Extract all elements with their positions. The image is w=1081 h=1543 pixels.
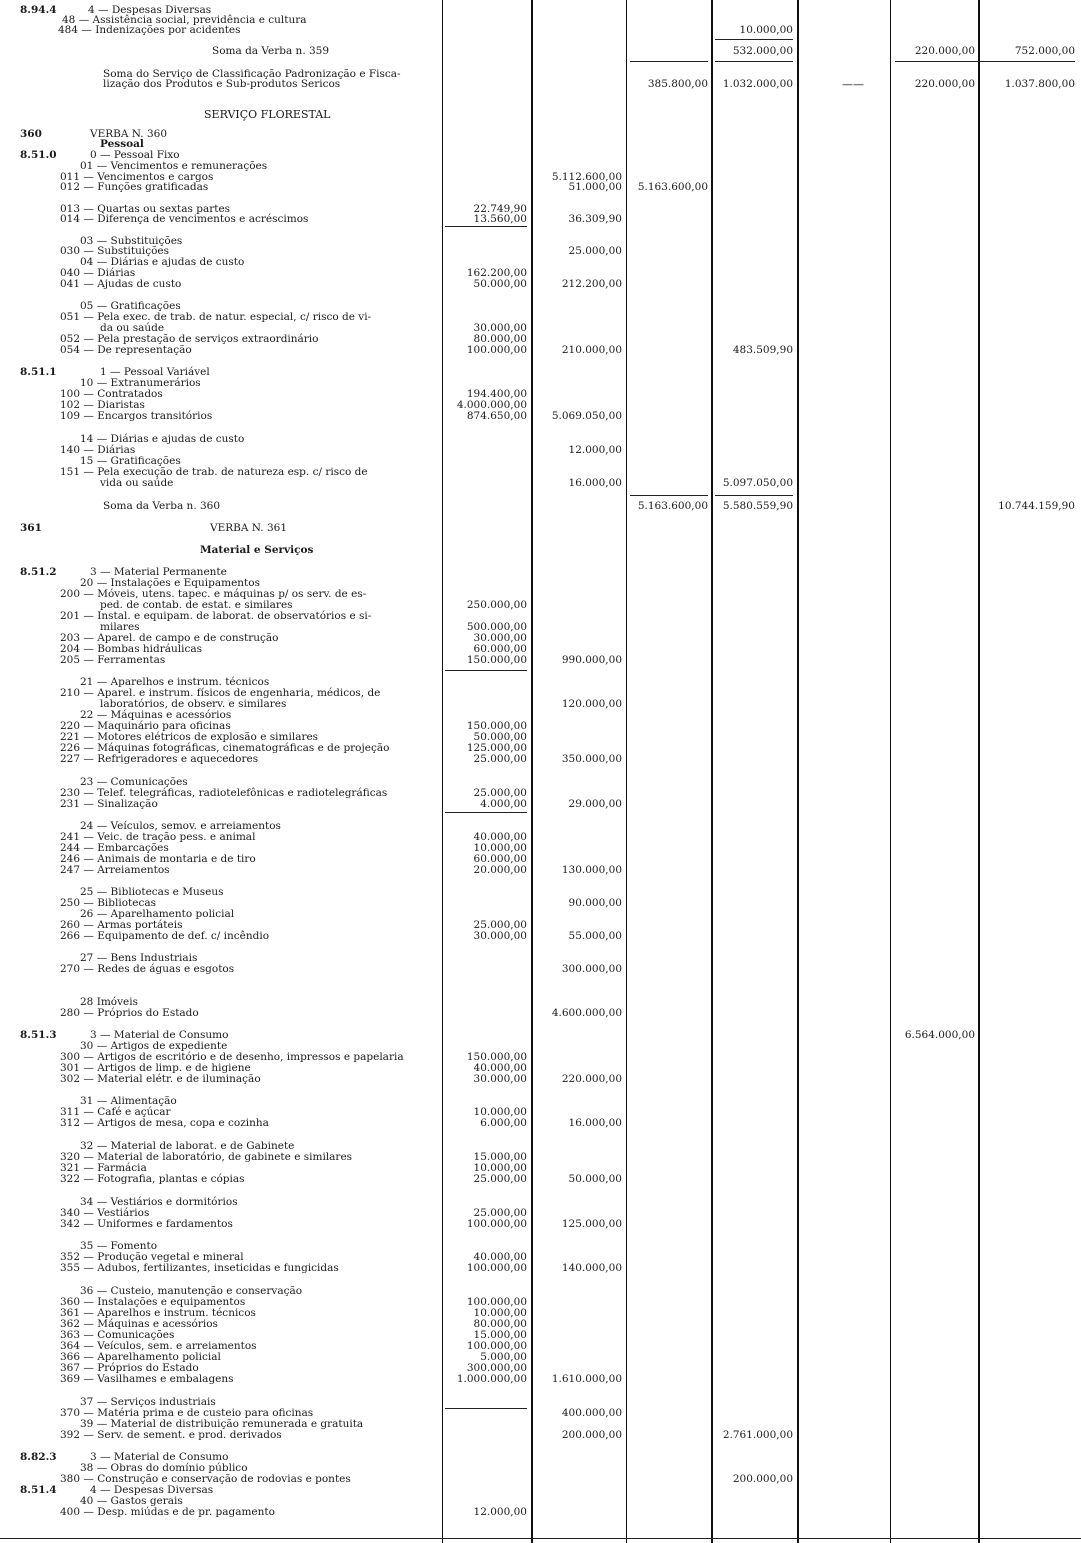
amount-c2: 200.000,00 [561, 1429, 622, 1441]
row-description: 23 — Comunicações [80, 776, 188, 788]
row-description: 030 — Substituições [60, 245, 170, 257]
row-description: 041 — Ajudas de custo [60, 278, 182, 290]
sum-rule [630, 61, 708, 62]
amount-c1: 100.000,00 [466, 1296, 527, 1308]
row-description: 247 — Arreiamentos [60, 864, 170, 876]
amount-c1: 22.749,90 [473, 203, 527, 215]
amount-c4: 1.032.000,00 [722, 78, 793, 90]
row-description: 3 — Material Permanente [90, 566, 227, 578]
row-description: 246 — Animais de montaria e de tiro [60, 853, 256, 865]
amount-c2: 4.600.000,00 [551, 1007, 622, 1019]
row-description: 200 — Móveis, utens. tapec. e máquinas p/ os serv. de es- [60, 588, 367, 600]
row-description: 363 — Comunicações [60, 1329, 175, 1341]
amount-c7: 1.037.800,00 [1004, 78, 1075, 90]
row-description: 221 — Motores elétricos de explosão e similares [60, 731, 319, 743]
amount-c1: 40.000,00 [473, 831, 527, 843]
row-description: 102 — Diaristas [60, 399, 145, 411]
row-description: 013 — Quartas ou sextas partes [60, 203, 231, 215]
amount-c1: 100.000,00 [466, 1218, 527, 1230]
amount-c4: 5.097.050,00 [722, 477, 793, 489]
amount-c2: 125.000,00 [561, 1218, 622, 1230]
amount-c1: 1.000.000,00 [456, 1373, 527, 1385]
row-description: 38 — Obras do domínio público [80, 1462, 248, 1474]
sum-rule [715, 495, 793, 496]
empty-dash: —— [842, 78, 864, 91]
row-description: VERBA N. 361 [210, 522, 288, 534]
amount-c2: 300.000,00 [561, 963, 622, 975]
amount-c6: 220.000,00 [914, 45, 975, 57]
amount-c1: 20.000,00 [473, 864, 527, 876]
amount-c1: 80.000,00 [473, 1318, 527, 1330]
amount-c1: 162.200,00 [466, 267, 527, 279]
amount-c1: 40.000,00 [473, 1251, 527, 1263]
table-row [0, 930, 1081, 942]
amount-c2: 25.000,00 [568, 245, 622, 257]
row-description: 04 — Diárias e ajudas de custo [80, 256, 245, 268]
row-description: 051 — Pela exec. de trab. de natur. especial, c/ risco de vi- [60, 311, 372, 323]
row-description: 201 — Instal. e equipam. de laborat. de observatórios e si- [60, 610, 372, 622]
row-description: 226 — Máquinas fotográficas, cinematográficas e de projeção [60, 742, 390, 754]
table-row [0, 477, 1081, 489]
amount-c1: 15.000,00 [473, 1151, 527, 1163]
row-description: 311 — Café e açúcar [60, 1106, 171, 1118]
table-row [0, 522, 1081, 534]
row-description: da ou saúde [100, 322, 165, 334]
row-description: 140 — Diárias [60, 444, 136, 456]
amount-c2: 36.309,90 [568, 213, 622, 225]
row-description: 342 — Uniformes e fardamentos [60, 1218, 233, 1230]
row-code: 8.51.2 [20, 566, 57, 578]
row-description: 320 — Material de laboratório, de gabinete e similares [60, 1151, 353, 1163]
amount-c4: 2.761.000,00 [722, 1429, 793, 1441]
amount-c2: 212.200,00 [561, 278, 622, 290]
row-description: Material e Serviços [200, 544, 314, 556]
amount-c4: 532.000,00 [732, 45, 793, 57]
row-description: Soma do Serviço de Classificação Padronização e Fisca- [103, 68, 401, 80]
amount-c4: 483.509,90 [732, 344, 793, 356]
amount-c1: 125.000,00 [466, 742, 527, 754]
table-row [0, 1073, 1081, 1085]
amount-c1: 13.560,00 [473, 213, 527, 225]
row-description: 054 — De representação [60, 344, 192, 356]
row-description: 369 — Vasilhames e embalagens [60, 1373, 234, 1385]
row-description: 231 — Sinalização [60, 798, 158, 810]
row-description: laboratórios, de observ. e similares [100, 698, 287, 710]
amount-c2: 130.000,00 [561, 864, 622, 876]
amount-c1: 30.000,00 [473, 632, 527, 644]
bottom-rule [0, 1538, 1081, 1539]
row-description: 01 — Vencimentos e remunerações [80, 160, 268, 172]
row-description: 203 — Aparel. de campo e de construção [60, 632, 279, 644]
sum-rule [895, 61, 1075, 62]
amount-c2: 140.000,00 [561, 1262, 622, 1274]
row-description: 266 — Equipamento de def. c/ incêndio [60, 930, 270, 942]
table-row [0, 1262, 1081, 1274]
row-description: 362 — Máquinas e acessórios [60, 1318, 218, 1330]
amount-c7: 10.744.159,90 [998, 500, 1075, 512]
table-row [0, 1173, 1081, 1185]
amount-c1: 5.000,00 [480, 1351, 527, 1363]
amount-c1: 80.000,00 [473, 333, 527, 345]
table-row [0, 1506, 1081, 1518]
amount-c2: 29.000,00 [568, 798, 622, 810]
amount-c2: 5.069.050,00 [551, 410, 622, 422]
table-row [0, 78, 1081, 90]
amount-c1: 50.000,00 [473, 731, 527, 743]
sum-rule [630, 495, 708, 496]
row-code: 8.82.3 [20, 1451, 57, 1463]
row-description: 36 — Custeio, manutenção e conservação [80, 1285, 303, 1297]
row-description: 03 — Substituições [80, 235, 183, 247]
amount-c1: 100.000,00 [466, 1262, 527, 1274]
amount-c2: 400.000,00 [561, 1407, 622, 1419]
row-description: 052 — Pela prestação de serviços extraordinário [60, 333, 319, 345]
row-description: 151 — Pela execução de trab. de natureza esp. c/ risco de [60, 466, 368, 478]
row-description: 220 — Maquinário para oficinas [60, 720, 231, 732]
table-row [0, 24, 1081, 36]
row-description: 4 — Despesas Diversas [88, 4, 212, 16]
amount-c3: 5.163.600,00 [637, 181, 708, 193]
amount-c2: 16.000,00 [568, 1117, 622, 1129]
row-description: 34 — Vestiários e dormitórios [80, 1196, 238, 1208]
amount-c7: 752.000,00 [1014, 45, 1075, 57]
table-row [0, 963, 1081, 975]
amount-c1: 15.000,00 [473, 1329, 527, 1341]
row-description: 367 — Próprios do Estado [60, 1362, 199, 1374]
row-description: 28 Imóveis [80, 996, 139, 1008]
row-description: 370 — Matéria prima e de custeio para oficinas [60, 1407, 314, 1419]
amount-c6: 6.564.000,00 [904, 1029, 975, 1041]
amount-c1: 30.000,00 [473, 1073, 527, 1085]
table-row [0, 1007, 1081, 1019]
row-description: 227 — Refrigeradores e aquecedores [60, 753, 259, 765]
amount-c1: 25.000,00 [473, 787, 527, 799]
amount-c1: 10.000,00 [473, 1307, 527, 1319]
amount-c1: 874.650,00 [466, 410, 527, 422]
row-code: 8.51.4 [20, 1484, 57, 1496]
table-row [0, 1117, 1081, 1129]
row-description: 302 — Material elétr. e de iluminação [60, 1073, 261, 1085]
amount-c1: 50.000,00 [473, 278, 527, 290]
row-description: 205 — Ferramentas [60, 654, 166, 666]
amount-c6: 220.000,00 [914, 78, 975, 90]
amount-c2: 12.000,00 [568, 444, 622, 456]
row-description: 48 — Assistência social, previdência e cultura [62, 14, 307, 26]
row-description: 270 — Redes de águas e esgotos [60, 963, 235, 975]
row-description: 3 — Material de Consumo [90, 1451, 229, 1463]
row-description: 400 — Desp. miúdas e de pr. pagamento [60, 1506, 275, 1518]
amount-c4: 200.000,00 [732, 1473, 793, 1485]
amount-c1: 300.000,00 [466, 1362, 527, 1374]
row-description: 20 — Instalações e Equipamentos [80, 577, 260, 589]
amount-c1: 25.000,00 [473, 1173, 527, 1185]
row-description: 109 — Encargos transitórios [60, 410, 213, 422]
row-description: Pessoal [100, 138, 144, 150]
row-description: 484 — Indenizações por acidentes [58, 24, 241, 36]
amount-c2: 51.000,00 [568, 181, 622, 193]
row-description: 22 — Máquinas e acessórios [80, 709, 232, 721]
row-description: 39 — Material de distribuição remunerada e gratuita [80, 1418, 364, 1430]
row-description: 352 — Produção vegetal e mineral [60, 1251, 244, 1263]
amount-c2: 1.610.000,00 [551, 1373, 622, 1385]
row-description: 340 — Vestiários [60, 1207, 150, 1219]
sum-rule [445, 670, 527, 671]
row-description: 250 — Bibliotecas [60, 897, 157, 909]
sum-rule [445, 226, 527, 227]
amount-c1: 30.000,00 [473, 322, 527, 334]
amount-c2: 90.000,00 [568, 897, 622, 909]
amount-c1: 194.400,00 [466, 388, 527, 400]
table-row [0, 864, 1081, 876]
row-description: 392 — Serv. de sement. e prod. derivados [60, 1429, 282, 1441]
row-description: 4 — Despesas Diversas [90, 1484, 214, 1496]
row-description: 360 — Instalações e equipamentos [60, 1296, 246, 1308]
amount-c1: 4.000.000,00 [456, 399, 527, 411]
amount-c1: 150.000,00 [466, 1051, 527, 1063]
row-description: 322 — Fotografia, plantas e cópias [60, 1173, 245, 1185]
table-row [0, 1373, 1081, 1385]
row-description: 05 — Gratificações [80, 300, 181, 312]
amount-c2: 50.000,00 [568, 1173, 622, 1185]
row-description: 30 — Artigos de expediente [80, 1040, 228, 1052]
row-description: 040 — Diárias [60, 267, 136, 279]
row-description: 260 — Armas portáteis [60, 919, 183, 931]
amount-c3: 5.163.600,00 [637, 500, 708, 512]
row-description: 35 — Fomento [80, 1240, 158, 1252]
row-description: 14 — Diárias e ajudas de custo [80, 433, 245, 445]
row-description: 355 — Adubos, fertilizantes, inseticidas e fungicidas [60, 1262, 339, 1274]
row-code: 360 [20, 128, 42, 140]
row-description: lização dos Produtos e Sub-produtos Sericos [103, 78, 341, 90]
amount-c1: 150.000,00 [466, 720, 527, 732]
row-description: 280 — Próprios do Estado [60, 1007, 199, 1019]
row-description: 100 — Contratados [60, 388, 163, 400]
amount-c1: 10.000,00 [473, 842, 527, 854]
table-row [0, 213, 1081, 225]
sum-rule [445, 812, 527, 813]
row-description: 15 — Gratificações [80, 455, 181, 467]
amount-c2: 990.000,00 [561, 654, 622, 666]
row-description: 012 — Funções gratificadas [60, 181, 209, 193]
row-description: 32 — Material de laborat. e de Gabinete [80, 1140, 295, 1152]
row-description: ped. de contab. de estat. e similares [100, 599, 293, 611]
row-description: Soma da Verba n. 360 [103, 500, 221, 512]
amount-c1: 30.000,00 [473, 930, 527, 942]
table-row [0, 500, 1081, 512]
row-code: 8.51.3 [20, 1029, 57, 1041]
amount-c2: 210.000,00 [561, 344, 622, 356]
row-description: Soma da Verba n. 359 [212, 45, 330, 57]
sum-rule [715, 61, 793, 62]
row-code: 8.94.4 [20, 4, 57, 16]
amount-c1: 4.000,00 [480, 798, 527, 810]
row-description: 25 — Bibliotecas e Museus [80, 886, 224, 898]
row-description: 230 — Telef. telegráficas, radiotelefônicas e radiotelegráficas [60, 787, 388, 799]
row-description: 364 — Veículos, sem. e arreiamentos [60, 1340, 257, 1352]
table-row [0, 654, 1081, 666]
amount-c1: 12.000,00 [473, 1506, 527, 1518]
amount-c2: 350.000,00 [561, 753, 622, 765]
row-code: 8.51.0 [20, 149, 57, 161]
table-row [0, 798, 1081, 810]
amount-c1: 10.000,00 [473, 1162, 527, 1174]
amount-c1: 40.000,00 [473, 1062, 527, 1074]
table-row [0, 1429, 1081, 1441]
row-description: 300 — Artigos de escritório e de desenho, impressos e papelaria [60, 1051, 404, 1063]
table-row [0, 181, 1081, 193]
amount-c1: 250.000,00 [466, 599, 527, 611]
table-row [0, 344, 1081, 356]
section-heading: SERVIÇO FLORESTAL [204, 108, 331, 121]
row-description: milares [100, 621, 140, 633]
row-description: 31 — Alimentação [80, 1095, 177, 1107]
amount-c2: 55.000,00 [568, 930, 622, 942]
row-description: 27 — Bens Industriais [80, 952, 198, 964]
table-row [0, 45, 1081, 57]
row-description: 321 — Farmácia [60, 1162, 147, 1174]
table-row [0, 753, 1081, 765]
table-row [0, 410, 1081, 422]
amount-c4: 5.580.559,90 [722, 500, 793, 512]
amount-c1: 6.000,00 [480, 1117, 527, 1129]
row-description: vida ou saúde [100, 477, 174, 489]
row-description: 380 — Construção e conservação de rodovias e pontes [60, 1473, 351, 1485]
amount-c3: 385.800,00 [647, 78, 708, 90]
sum-rule [715, 39, 793, 40]
row-description: 1 — Pessoal Variável [100, 366, 210, 378]
amount-c1: 25.000,00 [473, 1207, 527, 1219]
amount-c1: 100.000,00 [466, 1340, 527, 1352]
row-description: 10 — Extranumerários [80, 377, 201, 389]
row-description: 014 — Diferença de vencimentos e acréscimos [60, 213, 309, 225]
row-description: 366 — Aparelhamento policial [60, 1351, 221, 1363]
amount-c1: 100.000,00 [466, 344, 527, 356]
row-description: 21 — Aparelhos e instrum. técnicos [80, 676, 270, 688]
amount-c1: 60.000,00 [473, 643, 527, 655]
row-description: 204 — Bombas hidráulicas [60, 643, 203, 655]
amount-c4: 10.000,00 [739, 24, 793, 36]
row-code: 8.51.1 [20, 366, 57, 378]
row-description: 24 — Veículos, semov. e arreiamentos [80, 820, 281, 832]
row-description: VERBA N. 360 [90, 128, 168, 140]
row-description: 312 — Artigos de mesa, copa e cozinha [60, 1117, 269, 1129]
amount-c1: 500.000,00 [466, 621, 527, 633]
amount-c1: 25.000,00 [473, 919, 527, 931]
row-description: 40 — Gastos gerais [80, 1495, 183, 1507]
row-description: 37 — Serviços industriais [80, 1396, 216, 1408]
amount-c1: 60.000,00 [473, 853, 527, 865]
row-description: 26 — Aparelhamento policial [80, 908, 235, 920]
amount-c1: 150.000,00 [466, 654, 527, 666]
table-row [0, 1218, 1081, 1230]
row-description: 301 — Artigos de limp. e de higiene [60, 1062, 251, 1074]
row-description: 3 — Material de Consumo [90, 1029, 229, 1041]
amount-c2: 5.112.600,00 [551, 171, 622, 183]
row-description: 011 — Vencimentos e cargos [60, 171, 214, 183]
amount-c2: 120.000,00 [561, 698, 622, 710]
table-row [0, 544, 1081, 556]
table-row [0, 278, 1081, 290]
amount-c1: 25.000,00 [473, 753, 527, 765]
row-description: 241 — Veic. de tração pess. e animal [60, 831, 256, 843]
amount-c1: 10.000,00 [473, 1106, 527, 1118]
row-description: 244 — Embarcações [60, 842, 169, 854]
amount-c2: 220.000,00 [561, 1073, 622, 1085]
row-code: 361 [20, 522, 42, 534]
amount-c2: 16.000,00 [568, 477, 622, 489]
row-description: 0 — Pessoal Fixo [90, 149, 180, 161]
row-description: 361 — Aparelhos e instrum. técnicos [60, 1307, 256, 1319]
row-description: 210 — Aparel. e instrum. físicos de engenharia, médicos, de [60, 687, 381, 699]
